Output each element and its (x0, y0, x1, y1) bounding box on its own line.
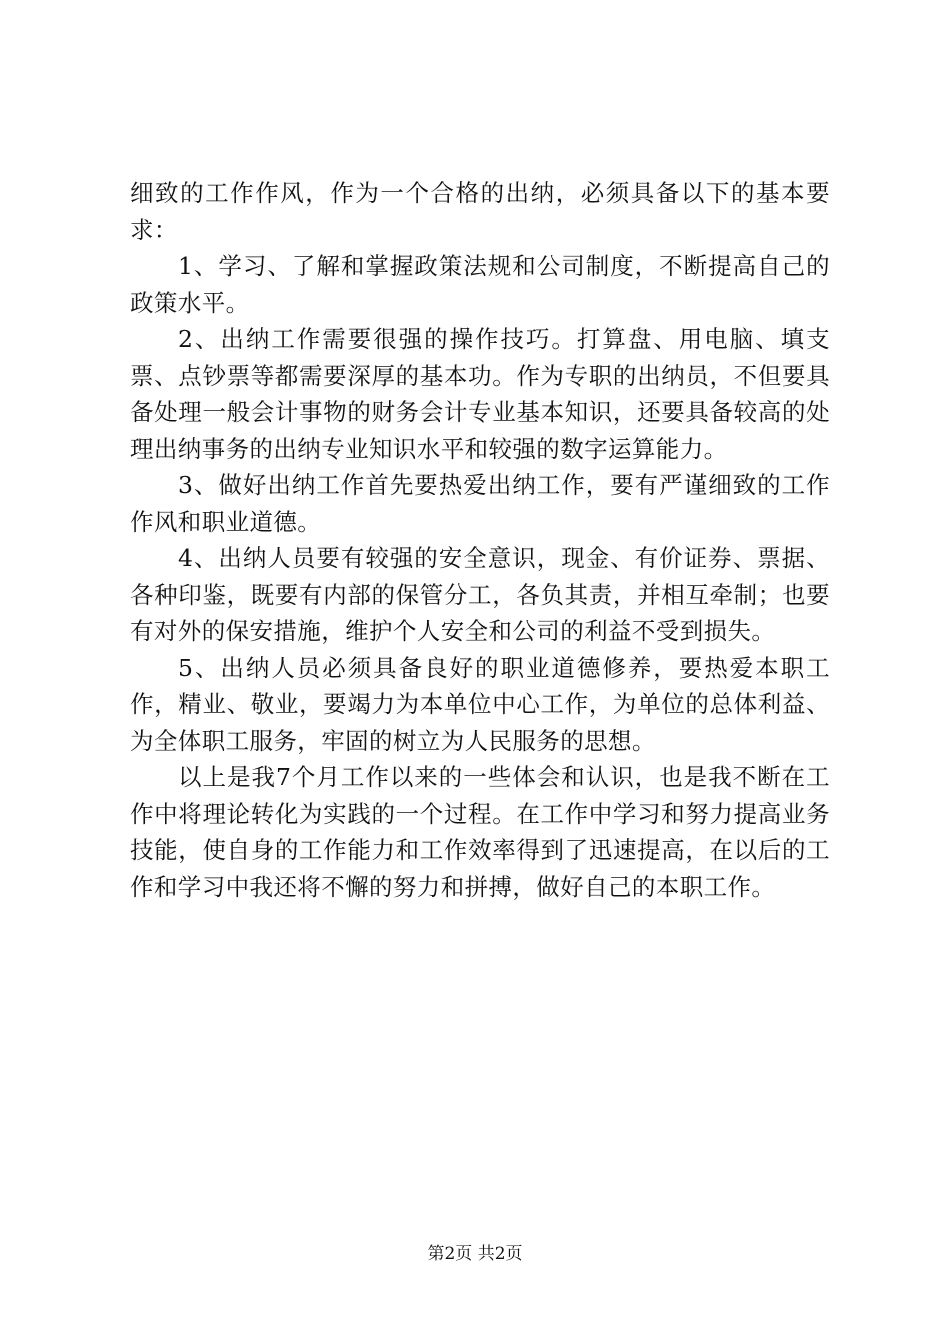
document-body (130, 175, 830, 905)
paragraph-item-2: 2、出纳工作需要很强的操作技巧。打算盘、用电脑、填支票、点钞票等都需要深厚的基本功。作为专职的出纳员，不但要具备处理一般会计事物的财务会计专业基本知识，还要具备较高的处理出纳事务的出纳专业知识水平和较强的数字运算能力。 (130, 325, 830, 463)
paragraph-item-4: 4、出纳人员要有较强的安全意识，现金、有价证券、票据、各种印鉴，既要有内部的保管分工，各负其责，并相互牵制；也要有对外的保安措施，维护个人安全和公司的利益不受到损失。 (130, 544, 830, 645)
paragraph-item-5: 5、出纳人员必须具备良好的职业道德修养，要热爱本职工作，精业、敬业，要竭力为本单位中心工作，为单位的总体利益、为全体职工服务，牢固的树立为人民服务的思想。 (130, 653, 830, 755)
paragraph-item-3: 3、做好出纳工作首先要热爱出纳工作，要有严谨细致的工作作风和职业道德。 (130, 471, 830, 536)
page-number-footer: 第2页 共2页 (427, 1244, 523, 1264)
paragraph-item-1: 1、学习、了解和掌握政策法规和公司制度，不断提高自己的政策水平。 (130, 252, 830, 317)
paragraph-intro: 细致的工作作风，作为一个合格的出纳，必须具备以下的基本要求： (130, 179, 830, 244)
paragraph-conclusion: 以上是我7个月工作以来的一些体会和认识，也是我不断在工作中将理论转化为实践的一个过程。在工作中学习和努力提高业务技能，使自身的工作能力和工作效率得到了迅速提高，在以后的工作和学习中我还将不懈的努力和拼搏，做好自己的本职工作。 (130, 763, 830, 901)
